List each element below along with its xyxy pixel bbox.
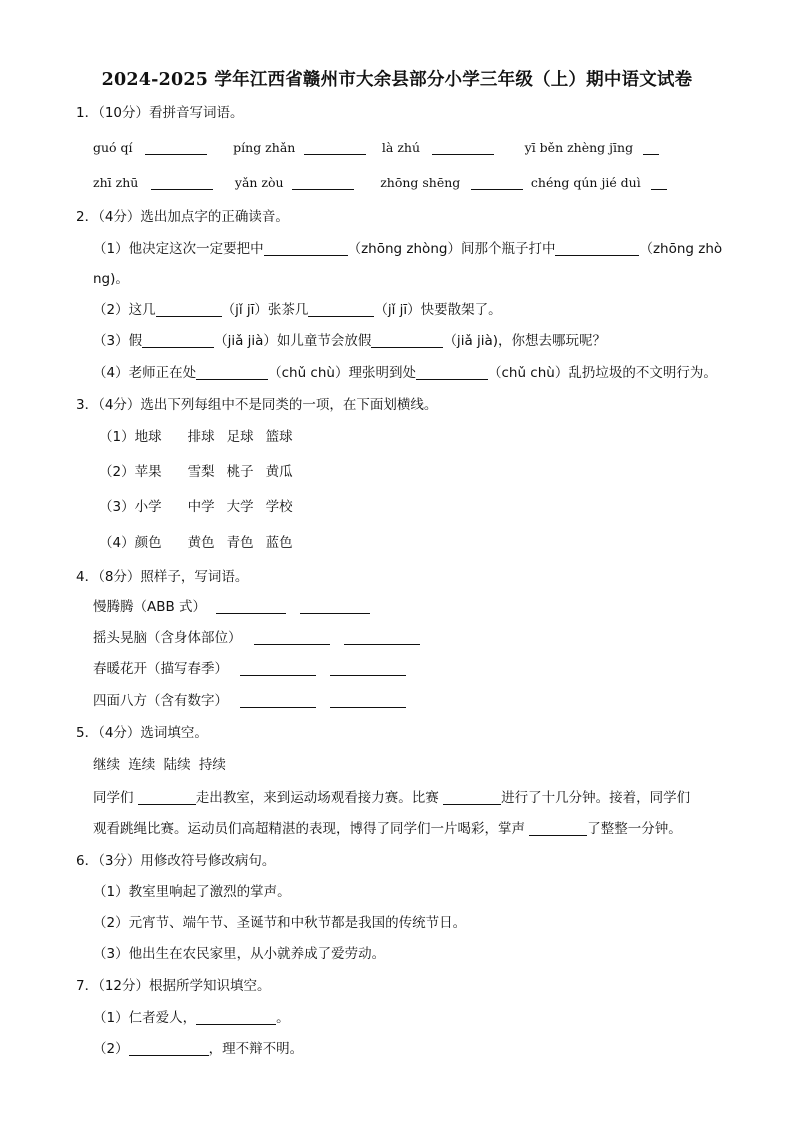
answer-blank[interactable]	[300, 599, 370, 614]
q2-text: （chǔ chù）理张明到处	[268, 365, 416, 381]
q3-group-2	[99, 463, 293, 481]
q5-text: 了整整一分钟。	[587, 821, 682, 837]
word-option[interactable]: 篮球	[265, 429, 293, 445]
answer-blank[interactable]	[330, 693, 406, 708]
answer-blank[interactable]	[643, 140, 659, 155]
word-option[interactable]: 地球	[134, 429, 162, 445]
q5-paragraph-line-2	[93, 820, 682, 838]
q4-prompt: 摇头晃脑（含身体部位）	[93, 630, 242, 646]
item-number: （1）	[99, 429, 135, 445]
q6-item-2: （2）元宵节、端午节、圣诞节和中秋节都是我国的传统节日。	[93, 915, 467, 931]
q1-row-1	[93, 139, 659, 157]
word-option[interactable]: 蓝色	[265, 535, 293, 551]
q3-group-1	[99, 428, 293, 446]
q7-text: （1）仁者爱人，	[93, 1010, 197, 1026]
q2-text: （jiǎ jià)，你想去哪玩呢？	[443, 333, 607, 349]
q2-item-2	[93, 301, 502, 319]
answer-blank[interactable]	[196, 1010, 276, 1025]
answer-blank[interactable]	[304, 140, 366, 155]
answer-blank[interactable]	[142, 333, 214, 348]
q4-item-3	[93, 660, 406, 678]
answer-blank[interactable]	[151, 175, 213, 190]
pinyin: yǎn zòu	[234, 175, 284, 190]
q3-group-3	[99, 498, 293, 516]
answer-blank[interactable]	[330, 661, 406, 676]
q4-prompt: 四面八方（含有数字）	[93, 693, 228, 709]
q4-item-1	[93, 598, 370, 616]
answer-blank[interactable]	[145, 140, 207, 155]
q4-prompt: 春暖花开（描写春季）	[93, 661, 228, 677]
pinyin: zhōng shēng	[380, 175, 461, 190]
q4-prompt: 慢腾腾（ABB 式）	[93, 599, 207, 615]
q2-item-1-cont: ng)。	[93, 271, 129, 287]
word-option[interactable]: 黄色	[187, 535, 215, 551]
q7-item-1	[93, 1009, 290, 1027]
answer-blank[interactable]	[254, 630, 330, 645]
answer-blank[interactable]	[443, 790, 501, 805]
answer-blank[interactable]	[344, 630, 420, 645]
q5-word-options: 继续 连续 陆续 持续	[93, 757, 226, 773]
q4-item-2	[93, 629, 420, 647]
q2-text: （3）假	[93, 333, 143, 349]
q4-item-4	[93, 692, 406, 710]
answer-blank[interactable]	[129, 1041, 209, 1056]
word-option[interactable]: 苹果	[134, 464, 162, 480]
word-option[interactable]: 大学	[226, 499, 254, 515]
q3-header: 3．（4分）选出下列每组中不是同类的一项，在下面划横线。	[76, 397, 438, 413]
q7-header: 7．（12分）根据所学知识填空。	[76, 978, 271, 994]
word-option[interactable]: 小学	[134, 499, 162, 515]
q2-text: （zhōng zhò	[639, 241, 723, 257]
item-number: （4）	[99, 535, 135, 551]
q2-text: （4）老师正在处	[93, 365, 197, 381]
answer-blank[interactable]	[216, 599, 286, 614]
q2-item-4	[93, 364, 717, 382]
answer-blank[interactable]	[432, 140, 494, 155]
word-option[interactable]: 学校	[265, 499, 293, 515]
answer-blank[interactable]	[371, 333, 443, 348]
q6-item-1: （1）教室里响起了激烈的掌声。	[93, 884, 291, 900]
q1-row-2	[93, 174, 667, 192]
pinyin: chéng qún jié duì	[530, 175, 641, 190]
answer-blank[interactable]	[156, 302, 222, 317]
answer-blank[interactable]	[308, 302, 374, 317]
answer-blank[interactable]	[196, 365, 268, 380]
q1-header: 1．（10分）看拼音写词语。	[76, 105, 244, 121]
answer-blank[interactable]	[529, 821, 587, 836]
word-option[interactable]: 桃子	[226, 464, 254, 480]
q5-text: 进行了十几分钟。接着，同学们	[501, 790, 691, 806]
q2-header: 2．（4分）选出加点字的正确读音。	[76, 209, 289, 225]
item-number: （2）	[99, 464, 135, 480]
q5-text: 走出教室，来到运动场观看接力赛。比赛	[195, 790, 444, 806]
answer-blank[interactable]	[240, 693, 316, 708]
answer-blank[interactable]	[651, 175, 667, 190]
answer-blank[interactable]	[240, 661, 316, 676]
pinyin: yī běn zhèng jīng	[524, 140, 634, 155]
q5-text: 观看跳绳比赛。运动员们高超精湛的表现，博得了同学们一片喝彩，掌声	[93, 821, 530, 837]
item-number: （3）	[99, 499, 135, 515]
word-option[interactable]: 青色	[226, 535, 254, 551]
answer-blank[interactable]	[138, 790, 196, 805]
q7-text: 。	[276, 1010, 290, 1026]
q3-group-4	[99, 534, 293, 552]
pinyin: píng zhǎn	[233, 140, 296, 155]
q6-item-3: （3）他出生在农民家里，从小就养成了爱劳动。	[93, 946, 386, 962]
answer-blank[interactable]	[555, 241, 639, 256]
q2-text: （zhōng zhòng）间那个瓶子打中	[347, 241, 556, 257]
word-option[interactable]: 黄瓜	[265, 464, 293, 480]
q2-text: （jǐ jī）张茶几	[221, 302, 309, 318]
q7-item-2	[93, 1040, 303, 1058]
word-option[interactable]: 排球	[187, 429, 215, 445]
word-option[interactable]: 雪梨	[187, 464, 215, 480]
q2-item-3	[93, 332, 606, 350]
answer-blank[interactable]	[292, 175, 354, 190]
pinyin: là zhú	[381, 140, 421, 155]
q2-text: （jiǎ jià）如儿童节会放假	[214, 333, 372, 349]
word-option[interactable]: 颜色	[134, 535, 162, 551]
q5-paragraph-line-1	[93, 789, 690, 807]
q5-text: 同学们	[93, 790, 138, 806]
pinyin: zhī zhū	[93, 175, 139, 190]
q7-text: （2）	[93, 1041, 129, 1057]
q4-header: 4．（8分）照样子，写词语。	[76, 569, 249, 585]
answer-blank[interactable]	[471, 175, 523, 190]
exam-title: 2024-2025 学年江西省赣州市大余县部分小学三年级（上）期中语文试卷	[101, 70, 693, 90]
q2-text: （jǐ jī）快要散架了。	[374, 302, 502, 318]
q2-item-1	[93, 240, 722, 258]
q5-header: 5．（4分）选词填空。	[76, 725, 208, 741]
q7-text: ，理不辩不明。	[208, 1041, 304, 1057]
q2-text: （1）他决定这次一定要把中	[93, 241, 264, 257]
answer-blank[interactable]	[416, 365, 488, 380]
q2-text: （chǔ chù）乱扔垃圾的不文明行为。	[487, 365, 717, 381]
answer-blank[interactable]	[264, 241, 348, 256]
word-option[interactable]: 中学	[187, 499, 215, 515]
q2-text: （2）这几	[93, 302, 156, 318]
pinyin: guó qí	[93, 140, 133, 155]
q6-header: 6．（3分）用修改符号修改病句。	[76, 853, 276, 869]
word-option[interactable]: 足球	[226, 429, 254, 445]
